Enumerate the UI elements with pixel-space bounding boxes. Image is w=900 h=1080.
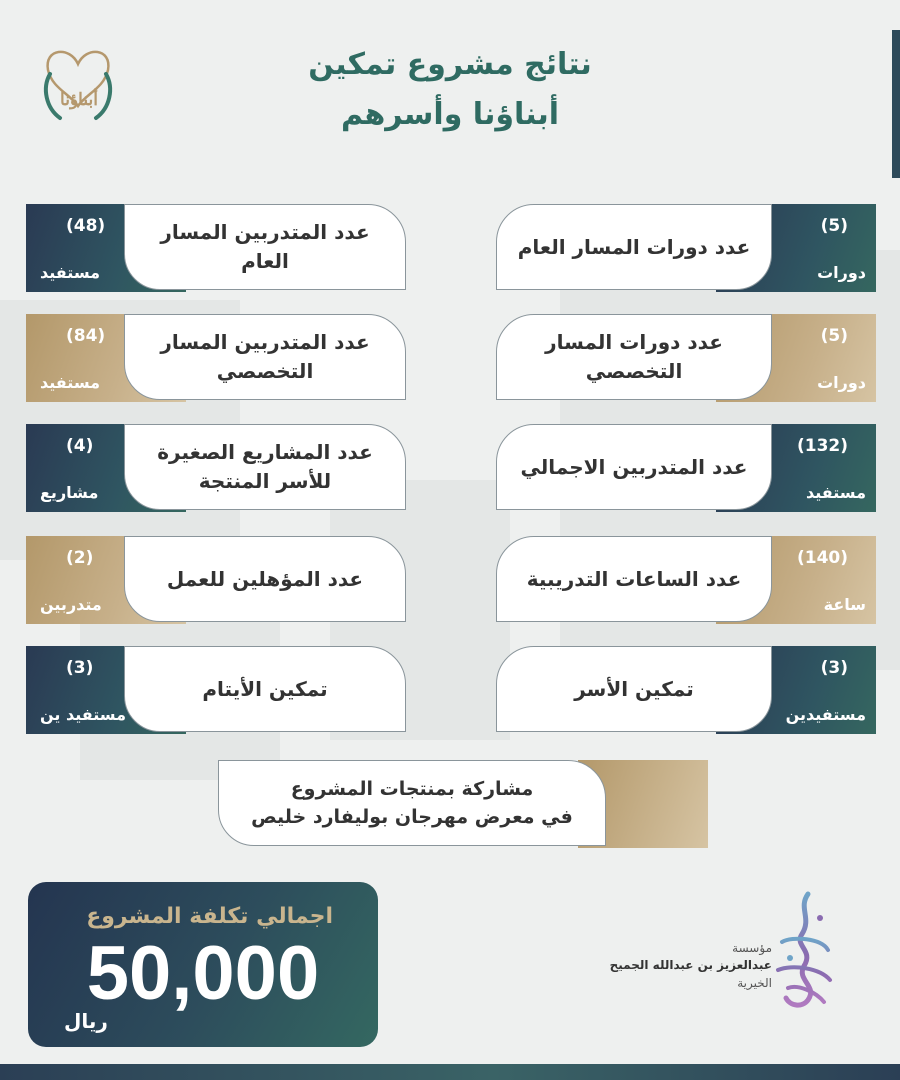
exhibition-line1: مشاركة بمنتجات المشروع	[290, 777, 534, 800]
stat-label-panel	[496, 204, 772, 290]
stat-unit: مستفيد	[805, 483, 866, 502]
abnaouna-logo	[30, 28, 126, 128]
edge-accent-bar	[892, 30, 900, 178]
stat-label-panel	[124, 314, 406, 400]
stat-number: (5)	[820, 326, 848, 346]
stat-label: عدد المؤهلين للعمل	[166, 566, 364, 591]
stat-card	[26, 424, 406, 512]
stat-number: (48)	[66, 216, 106, 236]
stat-label: عدد دورات المسار التخصصي	[545, 330, 723, 383]
foundation-line1: مؤسسة	[732, 941, 772, 955]
stat-card	[496, 204, 876, 292]
stat-unit: متدربين	[40, 595, 102, 614]
stat-label-panel	[496, 646, 772, 732]
stat-label-panel	[124, 424, 406, 510]
page-title-line1: نتائج مشروع تمكين	[308, 47, 592, 82]
stat-number: (5)	[820, 216, 848, 236]
stat-card	[496, 536, 876, 624]
exhibition-line2: في معرض مهرجان بوليفارد خليص	[251, 806, 573, 828]
stat-card	[26, 646, 406, 734]
stat-number: (2)	[66, 548, 94, 568]
stat-unit: دورات	[817, 263, 866, 282]
stat-number: (3)	[66, 658, 94, 678]
stat-label: عدد المتدربين الاجمالي	[520, 454, 748, 479]
total-cost-box	[28, 882, 378, 1047]
stat-card	[496, 314, 876, 402]
stat-number: (84)	[66, 326, 106, 346]
stat-label: عدد المشاريع الصغيرة للأسر المنتجة	[157, 440, 373, 493]
stat-label: عدد الساعات التدريبية	[526, 566, 742, 591]
stat-unit: مستفيدين	[785, 705, 866, 724]
stat-label: عدد المتدربين المسار العام	[160, 220, 370, 273]
stat-number: (4)	[66, 436, 94, 456]
stat-card	[26, 204, 406, 292]
stat-unit: مستفيد	[40, 263, 101, 282]
page-title-line2: أبناؤنا وأسرهم	[340, 97, 560, 132]
exhibition-card	[218, 760, 708, 850]
foundation-logo	[608, 888, 838, 1018]
stat-unit: دورات	[817, 373, 866, 392]
foundation-line3: الخيرية	[737, 975, 772, 990]
stat-unit: مستفيد	[40, 373, 101, 392]
stat-number: (132)	[796, 436, 848, 456]
logo-text: أبناؤنا	[60, 90, 98, 110]
total-cost-label: اجمالي تكلفة المشروع	[86, 904, 333, 929]
stat-card	[26, 536, 406, 624]
heart-logo-icon	[30, 28, 126, 128]
stat-label: عدد المتدربين المسار التخصصي	[160, 330, 370, 383]
calligraphy-emblem-icon	[768, 888, 838, 1016]
stat-label: تمكين الأسر	[574, 676, 694, 701]
stat-label-panel	[496, 314, 772, 400]
stat-card	[496, 646, 876, 734]
stat-unit: مستفيد ين	[40, 705, 126, 724]
stat-card	[496, 424, 876, 512]
exhibition-panel	[218, 760, 606, 846]
stat-number: (140)	[796, 548, 848, 568]
stat-label-panel	[124, 204, 406, 290]
stat-unit: مشاريع	[40, 483, 99, 502]
foundation-line2: عبدالعزيز بن عبدالله الجميح	[609, 958, 772, 973]
stat-label-panel	[124, 646, 406, 732]
foundation-text	[610, 940, 772, 992]
stat-label-panel	[496, 424, 772, 510]
stat-label: تمكين الأيتام	[202, 676, 328, 701]
stat-card	[26, 314, 406, 402]
stat-unit: ساعة	[823, 595, 866, 614]
stat-label-panel	[496, 536, 772, 622]
stat-label-panel	[124, 536, 406, 622]
bottom-bar	[0, 1064, 900, 1080]
total-cost-currency: ريال	[64, 1009, 108, 1033]
stat-label: عدد دورات المسار العام	[517, 234, 751, 259]
stat-number: (3)	[820, 658, 848, 678]
total-cost-value: 50,000	[86, 931, 320, 1016]
